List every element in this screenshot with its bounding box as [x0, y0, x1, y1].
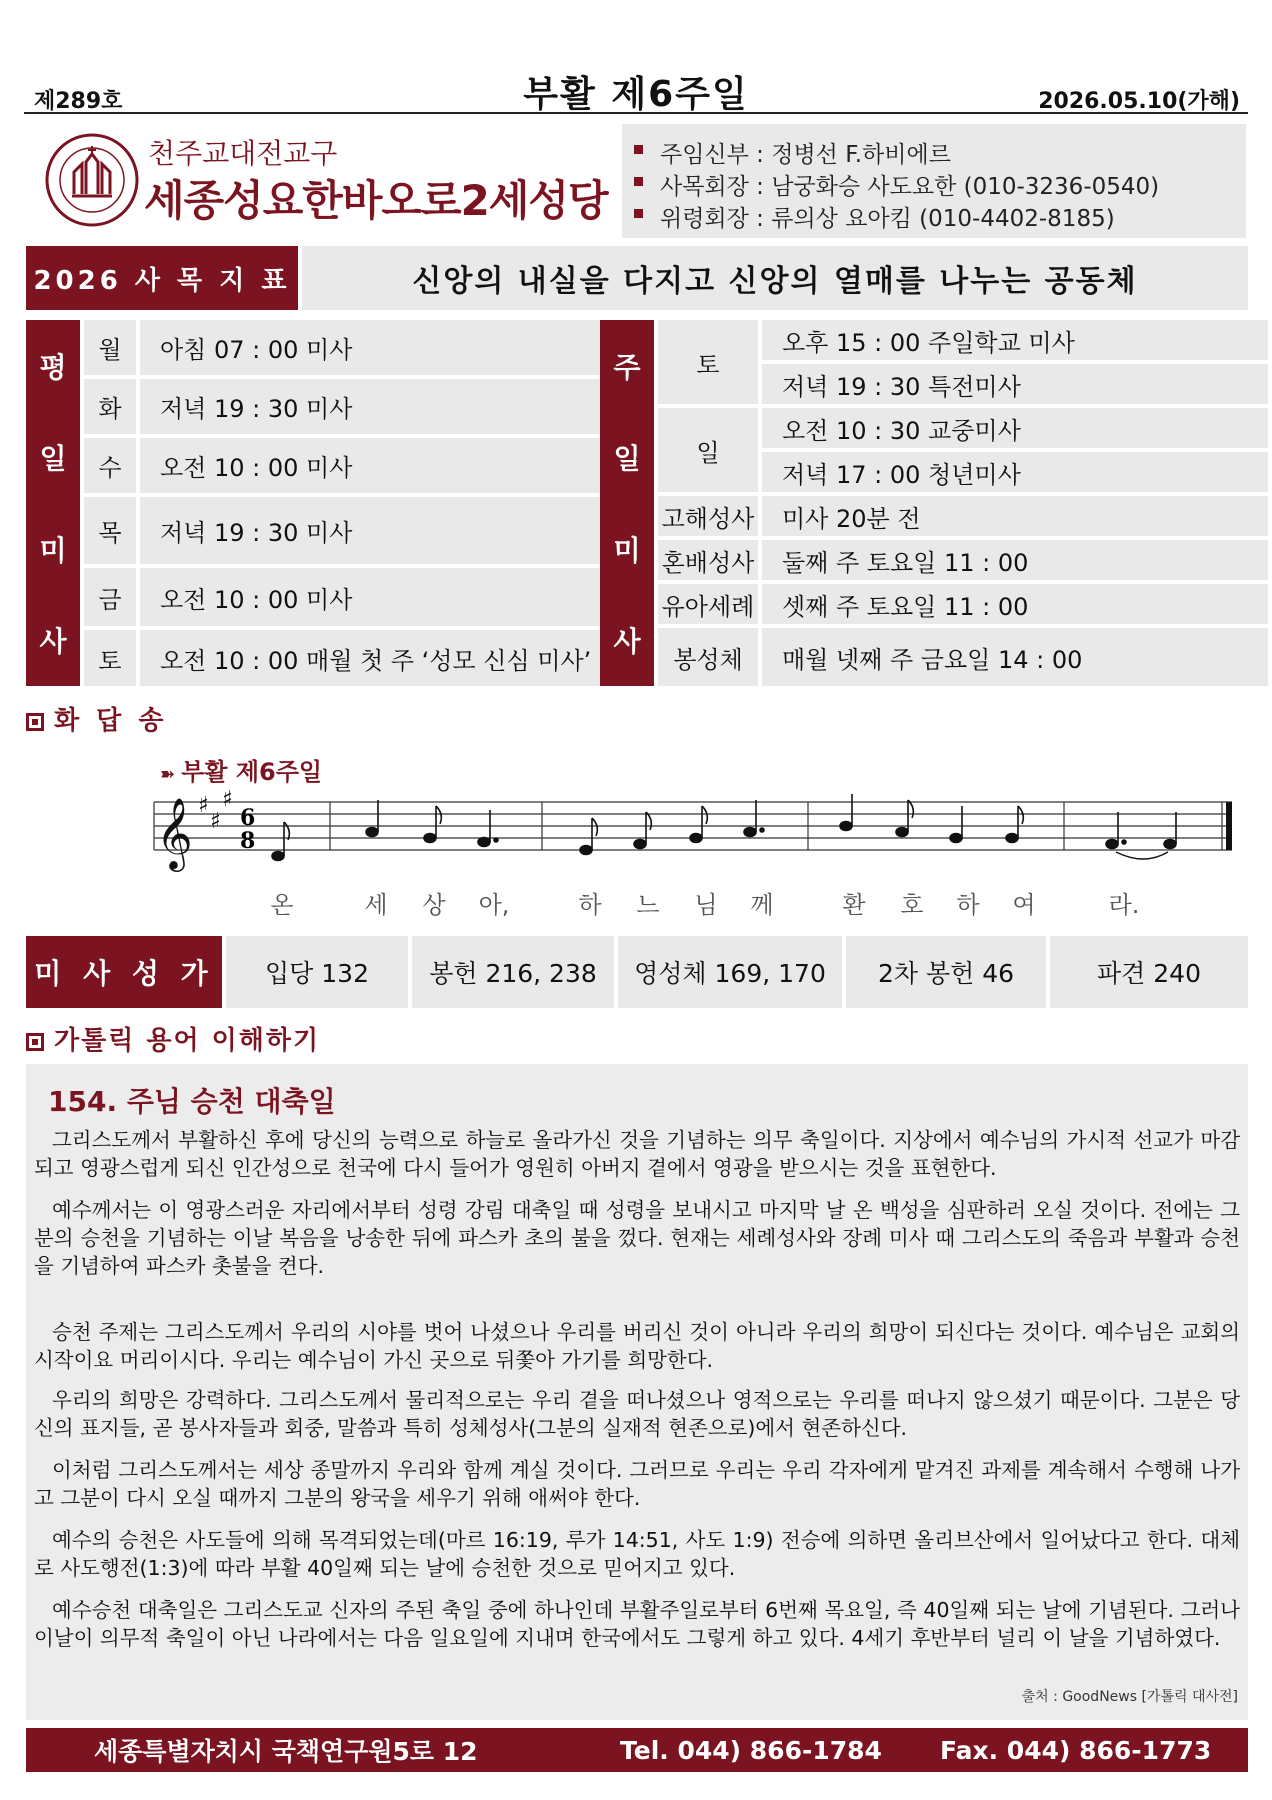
lyric-syllable: 께 — [750, 891, 774, 919]
lyric-syllable: 상 — [422, 891, 446, 919]
lyric-syllable: 아, — [478, 891, 510, 919]
sacrament-label: 고해성사 — [658, 496, 758, 536]
sunday-time: 오후 15 : 00 주일학교 미사 — [762, 320, 1268, 360]
weekday-day: 토 — [84, 630, 136, 686]
weekday-time: 저녁 19 : 30 미사 — [140, 497, 614, 564]
article-source: 출처 : GoodNews [가톨릭 대사전] — [1021, 1689, 1238, 1705]
article-paragraph: 승천 주제는 그리스도께서 우리의 시야를 벗어 나셨으나 우리를 버리신 것이 아니라 우리의 희망이 되신다는 것이다. 예수님은 교회의 시작이요 머리이시다. 우리는 예수님이 가신 곳으로 뒤쫓아 가기를 희망한다. — [34, 1320, 1240, 1372]
article-paragraph: 예수의 승천은 사도들에 의해 목격되었는데(마르 16:19, 루가 14:51, 사도 1:9) 전승에 의하면 올리브산에서 일어났다고 한다. 대체로 사도행전(1:3)에 따라 부활 40일째 되는 날에 승천한 것으로 믿어지고 있다. — [34, 1528, 1240, 1580]
article-title: 154. 주님 승천 대축일 — [48, 1085, 336, 1118]
weekday-time: 오전 10 : 00 미사 — [140, 568, 614, 626]
lyric-syllable: 느 — [636, 891, 660, 919]
article-paragraph: 우리의 희망은 강력하다. 그리스도께서 물리적으로는 우리 곁을 떠나셨으나 영적으로는 우리를 떠나지 않으셨기 때문이다. 그분은 당신의 표지들, 곧 봉사자들과 회중, 말씀과 특히 성체성사(그분의 실재적 현존으로)에서 현존하신다. — [34, 1388, 1240, 1440]
footer-tel: Tel. 044) 866-1784 — [620, 1735, 882, 1765]
bullet-icon — [634, 209, 643, 218]
sacrament-time: 매월 넷째 주 금요일 14 : 00 — [762, 628, 1268, 686]
mass-songs-label: 미 사 성 가 — [26, 936, 222, 1008]
hymn-subtitle: ➽ 부활 제6주일 — [160, 758, 323, 786]
article-paragraph: 이처럼 그리스도께서는 세상 종말까지 우리와 함께 계실 것이다. 그러므로 우리는 우리 각자에게 맡겨진 과제를 계속해서 수행해 나가고 그분이 다시 오실 때까지 그분의 왕국을 세우기 위해 애써야 한다. — [34, 1458, 1240, 1510]
footer-fax: Fax. 044) 866-1773 — [940, 1735, 1212, 1765]
page-title: 부활 제6주일 — [523, 74, 749, 115]
sunday-day: 일 — [658, 408, 758, 492]
weekday-time: 오전 10 : 00 매월 첫 주 ‘성모 신심 미사’ — [140, 630, 614, 686]
lyric-syllable: 호 — [900, 891, 924, 919]
sacrament-label: 봉성체 — [658, 628, 758, 686]
weekday-time: 저녁 19 : 30 미사 — [140, 379, 614, 434]
lyric-syllable: 라. — [1108, 891, 1140, 919]
contact-council-president: 사목회장 : 남궁화승 사도요한 (010-3236-0540) — [660, 168, 1159, 201]
sunday-time: 저녁 19 : 30 특전미사 — [762, 364, 1268, 404]
lyric-syllable: 님 — [694, 891, 718, 919]
sunday-mass-label: 주 일 미 사 — [600, 320, 654, 686]
contact-box — [622, 124, 1246, 238]
weekday-time: 아침 07 : 00 미사 — [140, 320, 614, 375]
lyric-syllable: 환 — [842, 891, 866, 919]
bullet-icon — [634, 145, 643, 154]
section-marker-icon — [26, 1033, 44, 1051]
sacrament-time: 미사 20분 전 — [762, 496, 1268, 536]
arrow-icon: ➽ — [160, 764, 176, 785]
header-divider — [24, 112, 1248, 114]
pastoral-goal-label: 2026 사 목 지 표 — [26, 246, 298, 310]
weekday-day: 금 — [84, 568, 136, 626]
parish-logo-icon — [44, 132, 140, 228]
weekday-time: 오전 10 : 00 미사 — [140, 438, 614, 493]
sacrament-label: 혼배성사 — [658, 540, 758, 580]
sacrament-time: 셋째 주 토요일 11 : 00 — [762, 584, 1268, 624]
sunday-day: 토 — [658, 320, 758, 404]
issue-number: 제289호 — [34, 89, 123, 114]
issue-date: 2026.05.10(가해) — [1038, 89, 1240, 114]
contact-funeral-president: 위령회장 : 류의상 요아킴 (010-4402-8185) — [660, 200, 1115, 233]
svg-text:♯: ♯ — [222, 787, 233, 812]
weekday-mass-label: 평 일 미 사 — [26, 320, 80, 686]
hymn-section-title: 화 답 송 — [26, 700, 167, 737]
footer-address: 세종특별자치시 국책연구원5로 12 — [94, 1737, 478, 1766]
contact-pastor: 주임신부 : 정병선 F.하비에르 — [660, 136, 951, 169]
article-box — [26, 1064, 1248, 1720]
lyric-syllable: 하 — [578, 891, 602, 919]
song-offertory: 봉헌 216, 238 — [412, 936, 614, 1008]
weekday-day: 화 — [84, 379, 136, 434]
sunday-time: 오전 10 : 30 교중미사 — [762, 408, 1268, 448]
article-paragraph: 예수승천 대축일은 그리스도교 신자의 주된 축일 중에 하나인데 부활주일로부터 6번째 목요일, 즉 40일째 되는 날에 기념된다. 그러나 이날이 의무적 축일이 아닌 나라에서는 다음 일요일에 지내며 한국에서도 그렇게 하고 있다. 4세기 후반부터 널리 이 날을 기념하였다. — [34, 1598, 1240, 1650]
weekday-day: 수 — [84, 438, 136, 493]
pastoral-goal-text: 신앙의 내실을 다지고 신앙의 열매를 나누는 공동체 — [302, 246, 1248, 310]
weekday-day: 목 — [84, 497, 136, 564]
lyric-syllable: 하 — [956, 891, 980, 919]
svg-text:♯: ♯ — [198, 793, 209, 818]
article-paragraph: 그리스도께서 부활하신 후에 당신의 능력으로 하늘로 올라가신 것을 기념하는 의무 축일이다. 지상에서 예수님의 가시적 선교가 마감되고 영광스럽게 되신 인간성으로 천국에 다시 들어가 영원히 아버지 곁에서 영광을 받으시는 것을 표현한다. — [34, 1128, 1240, 1180]
footer-bar — [26, 1728, 1248, 1772]
hymn-staff — [150, 782, 1240, 882]
song-communion: 영성체 169, 170 — [618, 936, 842, 1008]
lyric-syllable: 세 — [364, 891, 388, 919]
treble-clef-icon: 𝄞 — [156, 796, 193, 869]
song-second-offertory: 2차 봉헌 46 — [846, 936, 1046, 1008]
time-signature-top: 6 — [240, 805, 256, 831]
sacrament-label: 유아세례 — [658, 584, 758, 624]
song-entrance: 입당 132 — [226, 936, 408, 1008]
weekday-day: 월 — [84, 320, 136, 375]
svg-text:♯: ♯ — [210, 809, 221, 834]
lyric-syllable: 여 — [1012, 891, 1036, 919]
song-recessional: 파견 240 — [1050, 936, 1248, 1008]
diocese-name: 천주교대전교구 — [148, 137, 338, 170]
sacrament-time: 둘째 주 토요일 11 : 00 — [762, 540, 1268, 580]
key-signature-icon — [198, 787, 233, 834]
article-paragraph: 예수께서는 이 영광스러운 자리에서부터 성령 강림 대축일 때 성령을 보내시고 마지막 날 온 백성을 심판하러 오실 것이다. 전에는 그분의 승천을 기념하는 이날 복음을 낭송한 뒤에 파스카 초의 불을 껐다. 현재는 세례성사와 장례 미사 때 그리스도의 죽음과 부활과 승천을 기념하여 파스카 촛불을 켠다. — [34, 1198, 1240, 1278]
lyric-syllable: 온 — [270, 891, 294, 919]
parish-name: 세종성요한바오로2세성당 — [144, 176, 608, 225]
sunday-time: 저녁 17 : 00 청년미사 — [762, 452, 1268, 492]
time-signature-bottom: 8 — [240, 828, 256, 854]
section-marker-icon — [26, 713, 44, 731]
article-section-title: 가톨릭 용어 이해하기 — [26, 1020, 320, 1057]
bullet-icon — [634, 177, 643, 186]
